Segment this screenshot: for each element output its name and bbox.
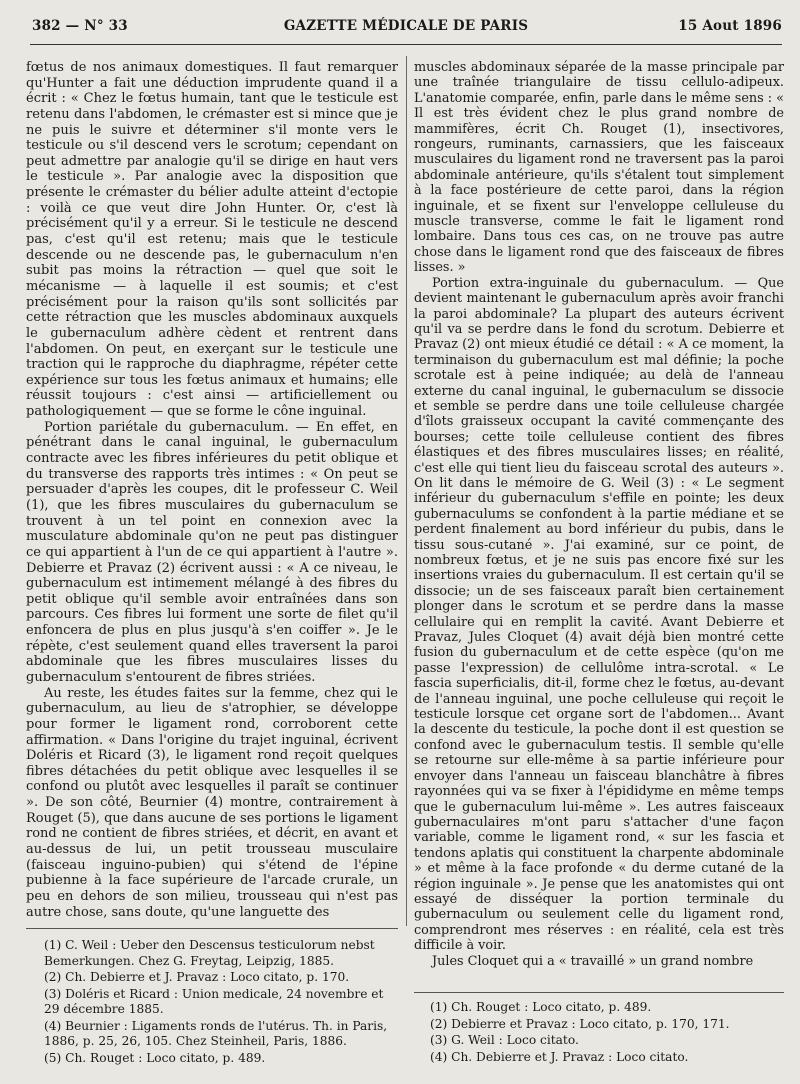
footnote-rule — [26, 928, 398, 929]
header-rule — [30, 44, 782, 45]
right-column — [414, 60, 784, 969]
column-separator — [406, 56, 407, 926]
left-column — [26, 60, 398, 920]
paragraph: fœtus de nos animaux domestiques. Il faut remarquer qu'Hunter a fait une déduction imprudente quand il a écrit : « Chez le fœtus humain, tant que le testicule est retenu dans l'abdomen, le crémaster est si mince que je ne puis le suivre et déterminer s'il monte vers le testicule ou s'il descend vers le scrotum; cependant on peut admettre par analogie qu'il se dirige en haut vers le testicule ». Par analogie avec la disposition que présente le crémaster du bélier adulte atteint d'ectopie : voilà ce que veut dire John Hunter. Or, c'est là précisément qu'il y a erreur. Si le testicule ne descend pas, c'est qu'il est retenu; mais que le testicule descende ou ne descende pas, le gubernaculum n'en subit pas moins la rétraction — quel que soit le mécanisme — à laquelle il est soumis; et c'est précisément pour la raison qu'ils sont sollicités par cette rétraction que les muscles abdominaux auxquels le gubernaculum adhère cèdent et rentrent dans l'abdomen. On peut, en exerçant sur le testicule une traction qui le rapproche du diaphragme, répéter cette expérience sur tous les fœtus animaux et humains; elle réussit toujours : c'est ainsi — artificiellement ou pathologiquement — que se forme le cône inguinal. — [26, 60, 398, 420]
footnote: (2) Ch. Debierre et J. Pravaz : Loco citato, p. 170. — [44, 970, 350, 984]
footnote: (4) Beurnier : Ligaments ronds de l'utérus. Th. in Paris, 1886, p. 25, 26, 105. Chez Steinheil, Paris, 1886. — [44, 1018, 388, 1048]
paragraph: Portion extra-inguinale du gubernaculum. — Que devient maintenant le gubernaculum après avoir franchi la paroi abdominale? La plupart des auteurs écrivent qu'il va se perdre dans le fond du scrotum. Debierre et Pravaz (2) ont mieux étudié ce détail : « A ce moment, la terminaison du gubernaculum est mal définie; la poche scrotale est à peine indiquée; au delà de l'anneau externe du canal inguinal, le gubernaculum se dissocie et semble se perdre dans une toile celluleuse chargée d'îlots graisseux occupant la cavité commençante des bourses; cette toile celluleuse contient des fibres élastiques et des fibres musculaires lisses; en réalité, c'est elle qui tient lieu du faisceau scrotal des auteurs ». On lit dans le mémoire de G. Weil (3) : « Le segment inférieur du gubernaculum s'effile en pointe; les deux gubernaculums se confondent à la partie médiane et se perdent finalement au bord inférieur du pubis, dans le tissu sous-cutané ». J'ai examiné, sur ce point, de nombreux fœtus, et je ne suis pas encore fixé sur les insertions vraies du gubernaculum. Il est certain qu'il se dissocie; un de ses faisceaux paraît bien certainement plonger dans le scrotum et se perdre dans la masse cellulaire qui en remplit la cavité. Avant Debierre et Pravaz, Jules Cloquet (4) avait déjà bien montré cette fusion du gubernaculum et de cette espèce (qu'on me passe l'expression) de cellulôme intra-scrotal. « Le fascia superficialis, dit-il, forme chez le fœtus, au-devant de l'anneau inguinal, une poche celluleuse qui reçoit le testicule lorsque cet organe sort de l'abdomen... Avant la descente du testicule, la poche dont il est question se confond avec le gubernaculum testis. Il semble qu'elle se retourne sur elle-même à sa partie inférieure pour envoyer dans l'anneau un faisceau blanchâtre à fibres rayonnées qui va se fixer à l'épididyme en même temps que le gubernaculum lui-même ». Les autres faisceaux gubernaculaires m'ont paru s'attacher d'une façon variable, comme le ligament rond, « sur les fascia et tendons aplatis qui constituent la charpente abdominale » et même à la face profonde « du derme cutané de la région inguinale ». Je pense que les anatomistes qui ont essayé de disséquer la portion terminale du gubernaculum ou seulement celle du ligament rond, comprendront mes réserves : en réalité, cela est très difficile à voir. — [414, 275, 784, 954]
journal-title: GAZETTE MÉDICALE DE PARIS — [283, 18, 529, 34]
paragraph: Jules Cloquet qui a « travaillé » un grand nombre — [432, 953, 754, 969]
footnote: (1) Ch. Rouget : Loco citato, p. 489. — [430, 1000, 652, 1014]
page-header — [30, 14, 782, 36]
issue-date: 15 Aout 1896 — [678, 18, 782, 34]
footnote: (3) Doléris et Ricard : Union medicale, 24 novembre et 29 décembre 1885. — [44, 986, 384, 1016]
page-number: 382 — N° 33 — [32, 18, 128, 34]
footnote: (2) Debierre et Pravaz : Loco citato, p. 170, 171. — [430, 1016, 730, 1031]
footnotes-right — [430, 1000, 780, 1066]
paragraph: Au reste, les études faites sur la femme, chez qui le gubernaculum, au lieu de s'atrophier, se développe pour former le ligament rond, corroborent cette affirmation. « Dans l'origine du trajet inguinal, écrivent Doléris et Ricard (3), le ligament rond reçoit quelques fibres détachées du petit oblique avec lesquelles il se confond ou plutôt avec lesquelles il paraît se continuer ». De son côté, Beurnier (4) montre, contrairement à Rouget (5), que dans aucune de ses portions le ligament rond ne contient de fibres striées, et décrit, en avant et au-dessus de lui, un petit trousseau musculaire (faisceau inguino-pubien) qui s'étend de l'épine pubienne à la face supérieure de l'arcade crurale, un peu en dehors de son milieu, trousseau qui n'est pas autre chose, sans doute, qu'une languette des — [26, 685, 398, 920]
footnote-rule — [414, 992, 784, 993]
paragraph: Portion pariétale du gubernaculum. — En effet, en pénétrant dans le canal inguinal, le gubernaculum contracte avec les fibres inférieures du petit oblique et du transverse des rapports très intimes : « On peut se persuader d'après les coupes, dit le professeur C. Weil (1), que les fibres musculaires du gubernaculum se trouvent à un tel point en connexion avec la musculature abdominale qu'on ne peut pas distinguer ce qui appartient à l'un de ce qui appartient à l'autre ». Debierre et Pravaz (2) écrivent aussi : « A ce niveau, le gubernaculum est intimement mélangé à des fibres du petit oblique qu'il semble avoir entraînées dans son parcours. Ces fibres lui forment une sorte de filet qu'il enfoncera de plus en plus jusqu'à s'en coiffer ». Je le répète, c'est seulement quand elles traversent la paroi abdominale que les fibres musculaires lisses du gubernaculum s'entourent de fibres striées. — [26, 419, 398, 685]
footnotes-left — [44, 938, 394, 1067]
footnote: (5) Ch. Rouget : Loco citato, p. 489. — [44, 1050, 266, 1065]
footnote: (1) C. Weil : Ueber den Descensus testiculorum nebst Bemerkungen. Chez G. Freytag, Leipzig, 1885. — [44, 938, 375, 968]
footnote: (4) Ch. Debierre et J. Pravaz : Loco citato. — [430, 1049, 689, 1064]
footnote: (3) G. Weil : Loco citato. — [430, 1033, 579, 1047]
paragraph: muscles abdominaux séparée de la masse principale par une traînée triangulaire de tissu cellulo-adipeux. L'anatomie comparée, enfin, parle dans le même sens : « Il est très évident chez le plus grand nombre de mammifères, écrit Ch. Rouget (1), insectivores, rongeurs, ruminants, carnassiers, que les faisceaux musculaires du ligament rond ne traversent pas la paroi abdominale antérieure, qu'ils s'étalent tout simplement à la face postérieure de cette paroi, dans la région inguinale, et se fixent sur l'enveloppe celluleuse du muscle transverse, comme le fait le ligament rond lombaire. Dans tous ces cas, on ne trouve pas autre chose dans le ligament rond que des faisceaux de fibres lisses. » — [414, 60, 784, 276]
